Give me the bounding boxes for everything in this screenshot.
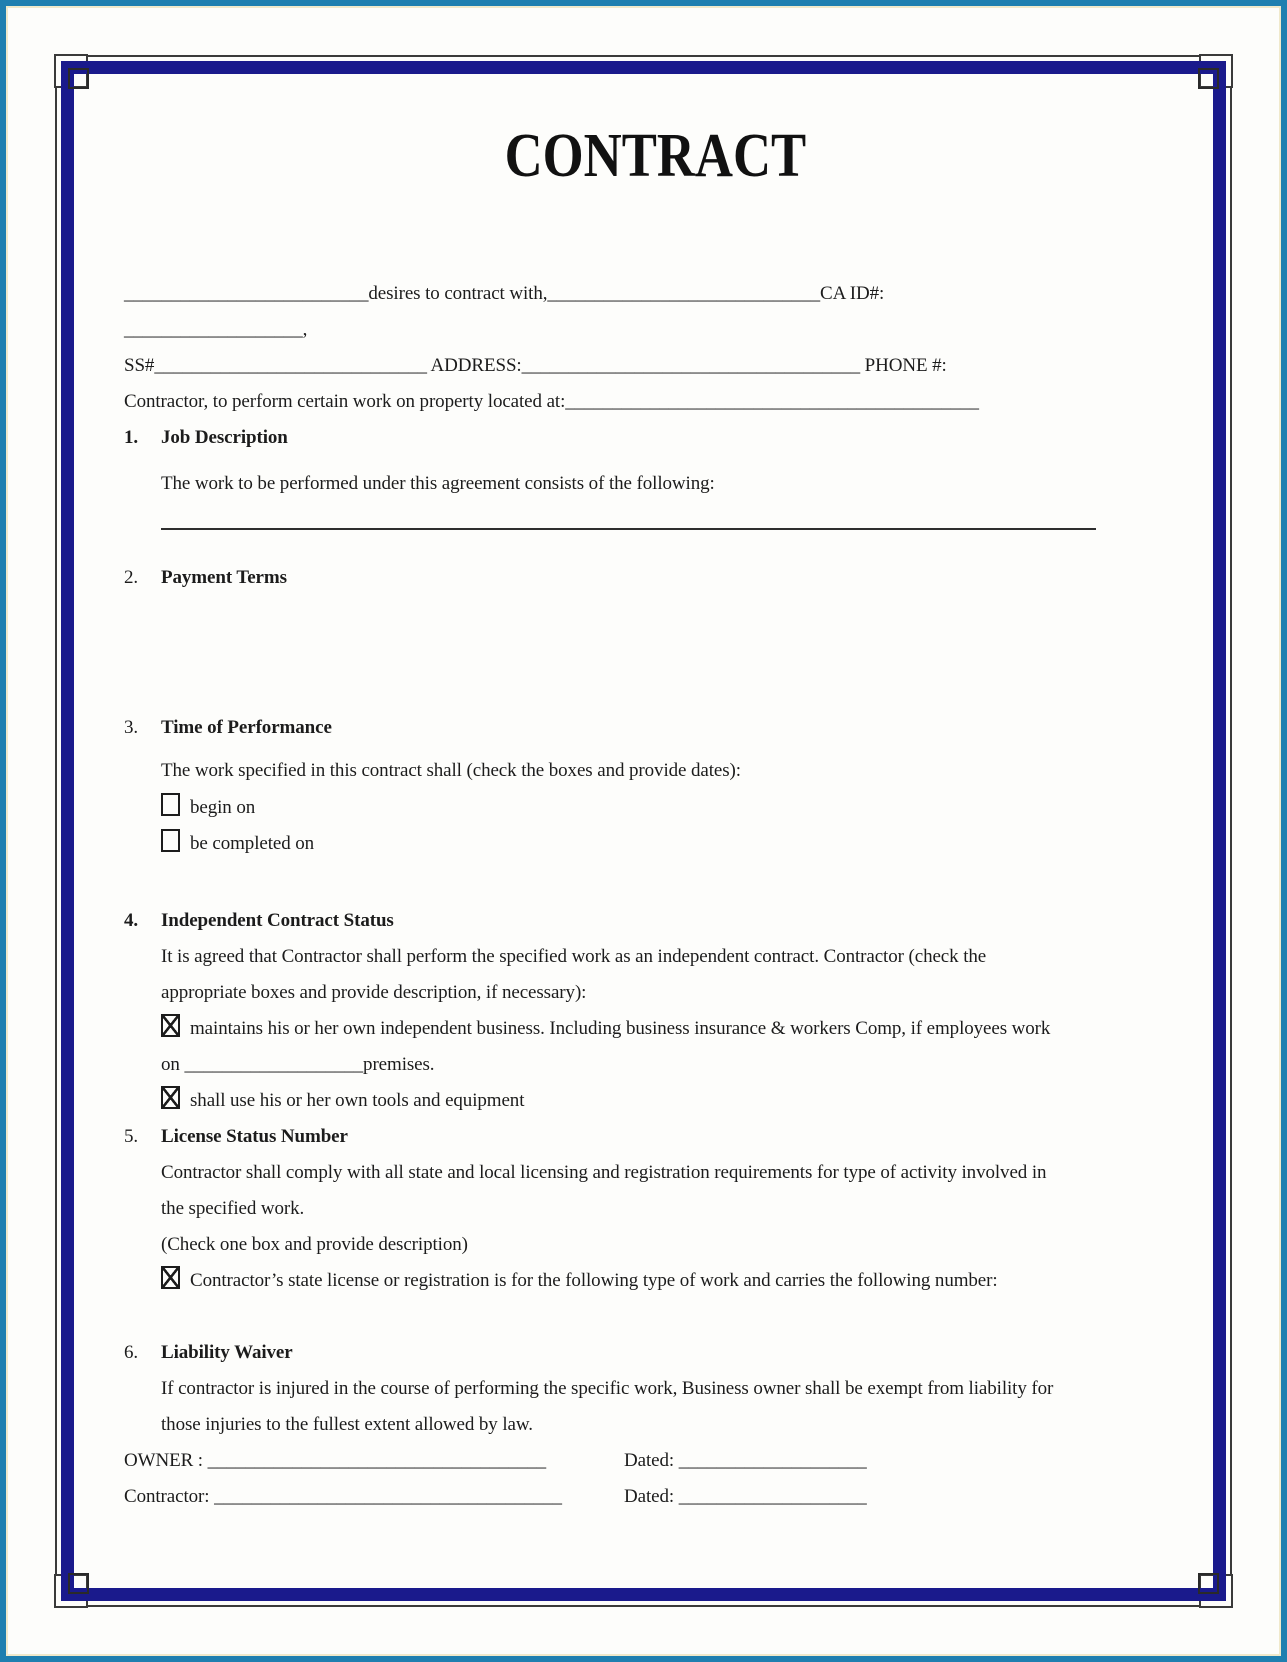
intro-line-1: __________________________desires to contract with,_____________________________CA ID#:	[124, 283, 885, 304]
section-number: 3.	[124, 717, 139, 738]
intro-line-2: ___________________,	[124, 319, 308, 340]
license-body-3: (Check one box and provide description)	[161, 1234, 468, 1255]
contractor-signature-field[interactable]: Contractor: _____________________________________	[124, 1486, 562, 1507]
checkbox-label: maintains his or her own independent business. Including business insurance & workers Comp, if employees work	[190, 1018, 1051, 1039]
time-of-performance-body: The work specified in this contract shall (check the boxes and provide dates):	[161, 760, 741, 781]
corner-knot-inner-icon	[68, 68, 89, 89]
section-title: Liability Waiver	[161, 1342, 293, 1363]
section-number: 2.	[124, 567, 139, 588]
section-title: Job Description	[161, 427, 288, 448]
section-title: Time of Performance	[161, 717, 332, 738]
license-body-2: the specified work.	[161, 1198, 305, 1219]
section-number: 1.	[124, 427, 139, 448]
independent-status-body-2: appropriate boxes and provide description, if necessary):	[161, 982, 587, 1003]
checkbox-label: be completed on	[190, 833, 315, 854]
job-description-body: The work to be performed under this agreement consists of the following:	[161, 473, 715, 494]
section-title: License Status Number	[161, 1126, 348, 1147]
checkbox-label: shall use his or her own tools and equipment	[190, 1090, 525, 1111]
premises-continuation-line: on ___________________premises.	[161, 1054, 435, 1075]
checkbox-label: Contractor’s state license or registration is for the following type of work and carries the following number:	[190, 1270, 998, 1291]
independent-status-body-1: It is agreed that Contractor shall perform the specified work as an independent contract. Contractor (check the	[161, 946, 987, 967]
corner-knot-inner-icon	[1198, 1573, 1219, 1594]
license-body-1: Contractor shall comply with all state and local licensing and registration requirements for type of activity involved in	[161, 1162, 1047, 1183]
liability-body-2: those injuries to the fullest extent allowed by law.	[161, 1414, 533, 1435]
corner-knot-inner-icon	[68, 1573, 89, 1594]
navy-border-band	[61, 61, 1226, 1601]
section-number: 6.	[124, 1342, 139, 1363]
contractor-dated-field[interactable]: Dated: ____________________	[624, 1486, 867, 1507]
section-number: 5.	[124, 1126, 139, 1147]
intro-line-4: Contractor, to perform certain work on property located at:____________________________________________	[124, 391, 979, 412]
liability-body-1: If contractor is injured in the course of performing the specific work, Business owner shall be exempt from liability for	[161, 1378, 1054, 1399]
corner-knot-inner-icon	[1198, 68, 1219, 89]
owner-dated-field[interactable]: Dated: ____________________	[624, 1450, 867, 1471]
checkbox-label: begin on	[190, 797, 256, 818]
section-title: Payment Terms	[161, 567, 287, 588]
section-number: 4.	[124, 910, 139, 931]
owner-signature-field[interactable]: OWNER : ____________________________________	[124, 1450, 547, 1471]
page-title: CONTRACT	[504, 122, 806, 190]
section-title: Independent Contract Status	[161, 910, 394, 931]
intro-line-3: SS#_____________________________ ADDRESS:____________________________________ PHONE #:	[124, 355, 947, 376]
